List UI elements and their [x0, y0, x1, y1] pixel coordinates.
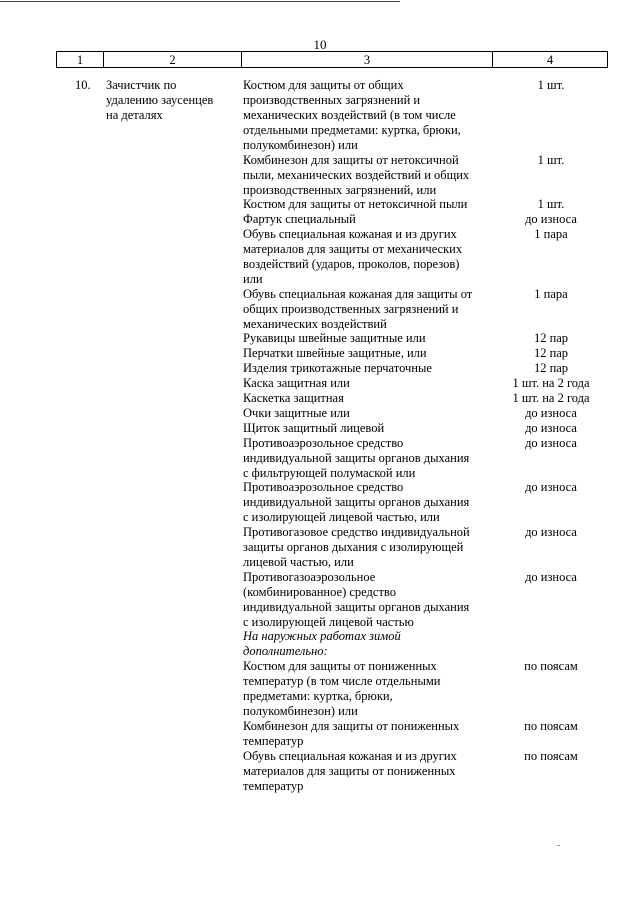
ppe-item-line: полукомбинезон) или — [243, 704, 358, 719]
ppe-item-line: производственных загрязнений, или — [243, 182, 437, 197]
ppe-item-line: температур — [243, 733, 304, 748]
ppe-item-line: Комбинезон для защиты от пониженных — [243, 718, 460, 733]
scan-speck — [557, 845, 560, 846]
ppe-item-line: температур — [243, 778, 304, 793]
job-title — [106, 78, 236, 123]
ppe-item-line: Костюм для защиты от нетоксичной пыли — [243, 197, 468, 212]
ppe-item-line: производственных загрязнений и — [243, 93, 421, 107]
ppe-item-line: полукомбинезон) или — [243, 138, 358, 152]
ppe-item-line: температур (в том числе отдельными — [243, 674, 441, 689]
ppe-item-line: Каска защитная или — [243, 376, 350, 390]
ppe-item-line: воздействий (ударов, проколов, порезов) — [243, 257, 460, 271]
issue-norm: до износа — [525, 525, 577, 539]
issue-norm: 1 шт. на 2 года — [512, 376, 590, 390]
ppe-item-line: механических воздействий — [243, 316, 387, 331]
ppe-item-line: общих производственных загрязнений и — [243, 301, 459, 316]
ppe-item — [243, 212, 493, 227]
ppe-item — [243, 361, 493, 376]
ppe-item-line: материалов для защиты от пониженных — [243, 763, 456, 778]
ppe-item-line: Обувь специальная кожаная и из других — [243, 748, 457, 763]
column-header-1: 1 — [57, 52, 104, 68]
ppe-item — [243, 331, 493, 346]
issue-norm: 1 шт. — [537, 152, 565, 167]
issue-norm: 1 шт. — [537, 78, 565, 92]
issue-norm: 12 пар — [533, 346, 569, 361]
ppe-item — [243, 78, 493, 153]
ppe-item-line: Обувь специальная кожаная и из других — [243, 227, 457, 241]
ppe-item-line: дополнительно: — [243, 644, 328, 659]
ppe-item — [243, 436, 493, 481]
ppe-item-line: или — [243, 272, 263, 286]
ppe-item — [243, 480, 493, 525]
ppe-item-line: На наружных работах зимой — [243, 629, 401, 644]
ppe-item-line: Изделия трикотажные перчаточные — [243, 361, 432, 376]
ppe-item-line: с фильтрующей полумаской или — [243, 465, 416, 480]
ppe-item-line: (комбинированное) средство — [243, 584, 396, 599]
ppe-item — [243, 659, 493, 719]
ppe-item-line: лицевой частью, или — [243, 555, 354, 569]
top-rule — [0, 1, 400, 2]
ppe-item-line: защиты органов дыхания с изолирующей — [243, 540, 464, 554]
ppe-item — [243, 525, 493, 570]
ppe-item — [243, 749, 493, 794]
ppe-item-line: индивидуальной защиты органов дыхания — [243, 450, 470, 465]
ppe-item-line: индивидуальной защиты органов дыхания — [243, 599, 470, 614]
issue-norm: по поясам — [524, 718, 578, 733]
row-number: 10. — [75, 78, 91, 92]
issue-norm: до износа — [525, 569, 577, 584]
page-number: 10 — [313, 37, 327, 52]
ppe-item-line: Противоаэрозольное средство — [243, 480, 404, 495]
ppe-item-line: отдельными предметами: куртка, брюки, — [243, 123, 461, 137]
ppe-item-line: Рукавицы швейные защитные или — [243, 331, 426, 346]
ppe-item-line: Очки защитные или — [243, 405, 350, 420]
column-header-4: 4 — [493, 52, 608, 68]
ppe-item-line: Обувь специальная кожаная для защиты от — [243, 286, 473, 301]
ppe-item-line: пыли, механических воздействий и общих — [243, 167, 470, 182]
issue-norm: 1 шт. на 2 года — [512, 390, 590, 405]
ppe-item-line: Комбинезон для защиты от нетоксичной — [243, 152, 459, 167]
ppe-item-line: Противоаэрозольное средство — [243, 435, 404, 450]
ppe-item — [243, 197, 493, 212]
ppe-item — [243, 719, 493, 749]
issue-norm: по поясам — [524, 659, 578, 674]
ppe-item-line: механических воздействий (в том числе — [243, 108, 456, 122]
issue-norm: 1 шт. — [537, 197, 565, 212]
job-title-line: на деталях — [106, 108, 163, 122]
ppe-item-line: Противогазоаэрозольное — [243, 569, 376, 584]
ppe-item — [243, 287, 493, 332]
ppe-item — [243, 421, 493, 436]
ppe-item-line: Костюм для защиты от общих — [243, 78, 404, 92]
issue-norm: по поясам — [524, 748, 578, 763]
issue-norm: до износа — [525, 420, 577, 435]
issue-norm: до износа — [525, 480, 577, 495]
ppe-item-line: с изолирующей лицевой частью — [243, 614, 414, 629]
issue-norm: 12 пар — [533, 361, 569, 376]
ppe-item — [243, 227, 493, 287]
ppe-item-line: с изолирующей лицевой частью, или — [243, 510, 440, 525]
ppe-item — [243, 391, 493, 406]
ppe-item-line: материалов для защиты от механических — [243, 242, 463, 256]
issue-norm: до износа — [525, 212, 577, 227]
ppe-item — [243, 376, 493, 391]
column-header-3: 3 — [242, 52, 493, 68]
issue-norm: 1 пара — [534, 227, 568, 241]
column-header-row — [56, 51, 608, 68]
ppe-item-line: Перчатки швейные защитные, или — [243, 346, 427, 361]
ppe-item-line: Костюм для защиты от пониженных — [243, 659, 437, 674]
job-title-line: удалению заусенцев — [106, 93, 214, 107]
ppe-item — [243, 153, 493, 198]
ppe-item-line: предметами: куртка, брюки, — [243, 689, 393, 704]
ppe-item — [243, 346, 493, 361]
issue-norm: 1 пара — [534, 286, 568, 301]
ppe-item — [243, 406, 493, 421]
issue-norm: до износа — [525, 405, 577, 420]
issue-norm: до износа — [525, 435, 577, 450]
ppe-item — [243, 570, 493, 630]
ppe-item — [243, 629, 493, 659]
ppe-item-line: Фартук специальный — [243, 212, 356, 227]
issue-norm: 12 пар — [533, 331, 569, 346]
job-title-line: Зачистчик по — [106, 78, 177, 92]
ppe-item-line: Противогазовое средство индивидуальной — [243, 525, 470, 539]
ppe-item-line: Щиток защитный лицевой — [243, 420, 385, 435]
column-header-2: 2 — [104, 52, 242, 68]
ppe-item-line: Каскетка защитная — [243, 390, 344, 405]
ppe-item-line: индивидуальной защиты органов дыхания — [243, 495, 470, 510]
